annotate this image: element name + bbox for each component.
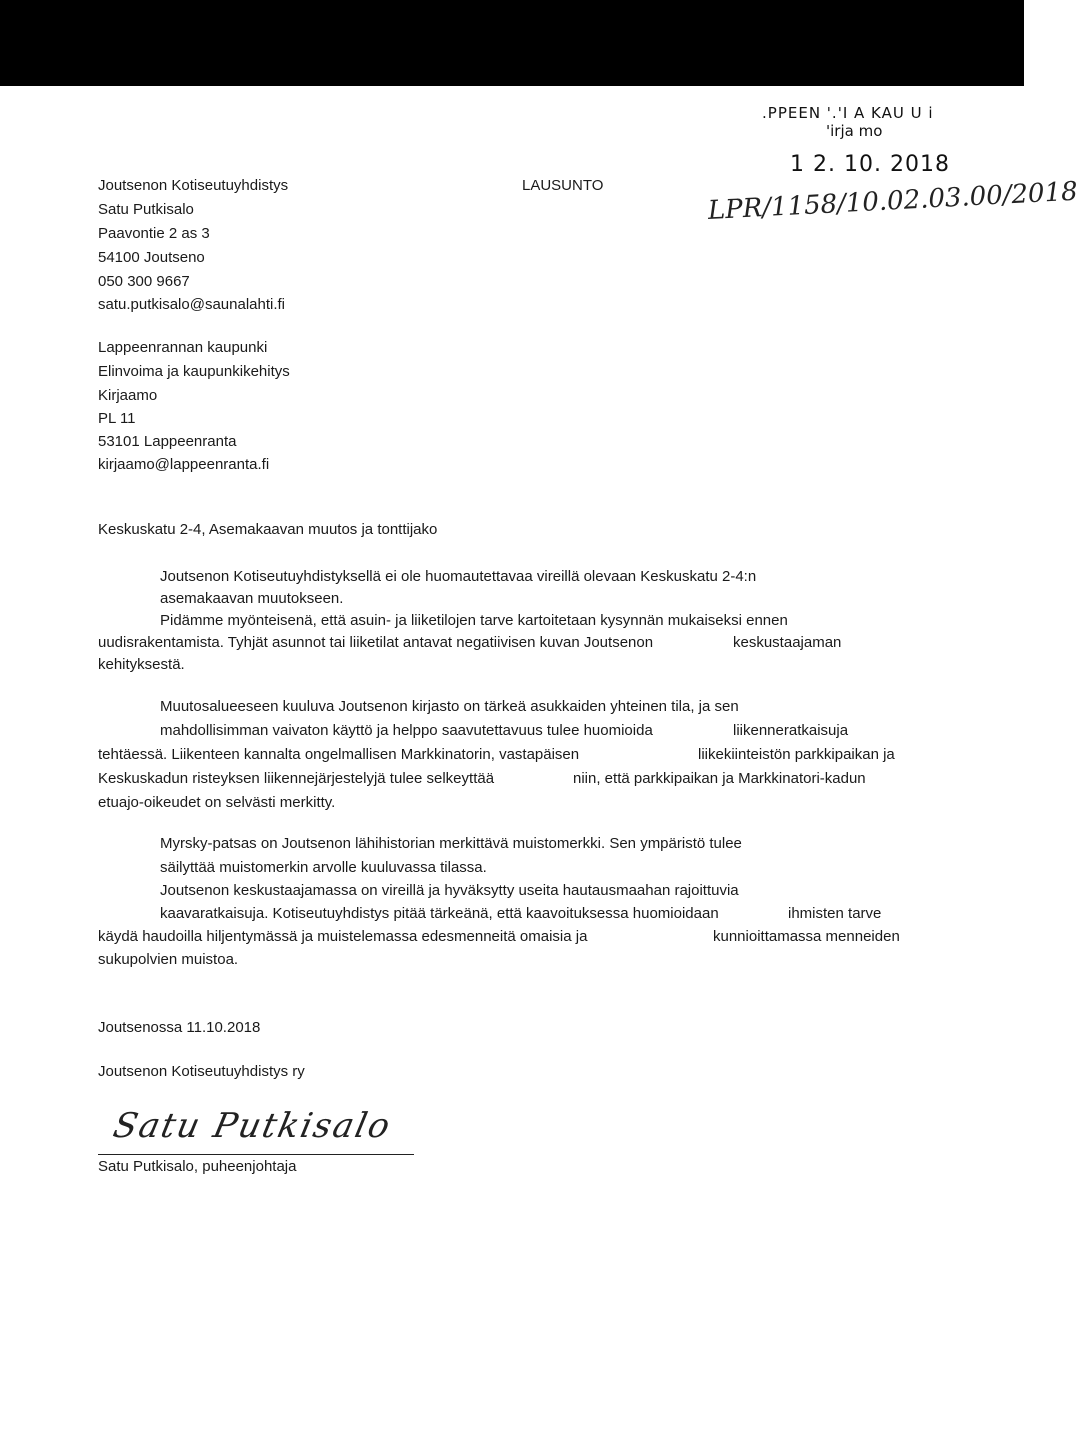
body-line: kunnioittamassa menneiden [713, 928, 900, 945]
body-line: säilyttää muistomerkin arvolle kuuluvassa tilassa. [160, 859, 487, 876]
body-line: etuajo-oikeudet on selvästi merkitty. [98, 794, 336, 811]
body-line: Joutsenon Kotiseutuyhdistyksellä ei ole huomautettavaa vireillä olevaan Keskuskatu 2-4:n [160, 568, 757, 585]
body-line: asemakaavan muutokseen. [160, 590, 344, 607]
organization-name: Joutsenon Kotiseutuyhdistys ry [98, 1063, 305, 1080]
registry-stamp-org: .PPEEN '.'I A KAU U i [762, 104, 934, 122]
recipient-org: Lappeenrannan kaupunki [98, 339, 268, 356]
scan-dark-band [0, 0, 1024, 86]
handwritten-signature: Satu Putkisalo [109, 1106, 396, 1146]
body-line: keskustaajaman [733, 634, 842, 651]
place-date: Joutsenossa 11.10.2018 [98, 1019, 261, 1036]
body-line: kaavaratkaisuja. Kotiseutuyhdistys pitää tärkeänä, että kaavoituksessa huomioidaan [160, 905, 719, 922]
recipient-email: kirjaamo@lappeenranta.fi [98, 456, 270, 473]
body-line: mahdollisimman vaivaton käyttö ja helppo saavutettavuus tulee huomioida [160, 722, 653, 739]
registry-stamp-office: 'irja mo [826, 122, 883, 140]
recipient-unit: Elinvoima ja kaupunkikehitys [98, 363, 290, 380]
document-type: LAUSUNTO [522, 177, 604, 194]
subject-line: Keskuskatu 2-4, Asemakaavan muutos ja tonttijako [98, 521, 438, 538]
recipient-office: Kirjaamo [98, 387, 158, 404]
body-line: ihmisten tarve [788, 905, 882, 922]
body-line: uudisrakentamista. Tyhjät asunnot tai liiketilat antavat negatiivisen kuvan Joutsenon [98, 634, 654, 651]
sender-email: satu.putkisalo@saunalahti.fi [98, 296, 286, 313]
body-line: liikenneratkaisuja [733, 722, 849, 739]
sender-postal: 54100 Joutseno [98, 249, 205, 266]
body-line: niin, että parkkipaikan ja Markkinatori-kadun [573, 770, 866, 787]
body-line: sukupolvien muistoa. [98, 951, 239, 968]
body-line: Muutosalueeseen kuuluva Joutsenon kirjasto on tärkeä asukkaiden yhteinen tila, ja sen [160, 698, 739, 715]
reference-number: LPR/1158/10.02.03.00/2018 [707, 176, 1078, 226]
sender-street: Paavontie 2 as 3 [98, 225, 210, 242]
body-line: Myrsky-patsas on Joutsenon lähihistorian merkittävä muistomerkki. Sen ympäristö tulee [160, 835, 742, 852]
body-line: Keskuskadun risteyksen liikennejärjestelyjä tulee selkeyttää [98, 770, 495, 787]
sender-phone: 050 300 9667 [98, 273, 190, 290]
recipient-postal: 53101 Lappeenranta [98, 433, 237, 450]
signer-name: Satu Putkisalo, puheenjohtaja [98, 1158, 297, 1175]
body-line: liikekiinteistön parkkipaikan ja [698, 746, 895, 763]
recipient-po-box: PL 11 [98, 410, 136, 427]
registry-stamp-date: 1 2. 10. 2018 [790, 152, 950, 177]
body-line: käydä haudoilla hiljentymässä ja muistelemassa edesmenneitä omaisia ja [98, 928, 588, 945]
body-line: Pidämme myönteisenä, että asuin- ja liiketilojen tarve kartoitetaan kysynnän mukaiseksi ennen [160, 612, 788, 629]
body-line: Joutsenon keskustaajamassa on vireillä ja hyväksytty useita hautausmaahan rajoittuvia [160, 882, 739, 899]
body-line: kehityksestä. [98, 656, 185, 673]
sender-name: Satu Putkisalo [98, 201, 194, 218]
body-line: tehtäessä. Liikenteen kannalta ongelmallisen Markkinatorin, vastapäisen [98, 746, 580, 763]
signature-line [98, 1154, 414, 1155]
sender-org: Joutsenon Kotiseutuyhdistys [98, 177, 289, 194]
